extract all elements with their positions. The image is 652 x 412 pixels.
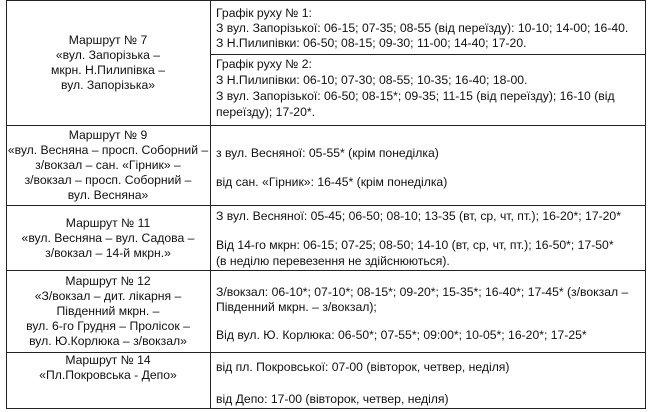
route-14-title: Маршрут № 14 <box>65 353 151 367</box>
route-11-note: (в неділю перевезення не здійснюються). <box>216 254 450 268</box>
route-11-line: З вул. Весняної: 05-45; 06-50; 08-10; 13-35 (вт, ср, чт, пт.); 16-20*; 17-20* <box>216 209 621 223</box>
route-7-schedule-2-line: переїзду); 17-20*. <box>216 105 315 119</box>
route-12-line: Від вул. Ю. Корлюка: 06-50*; 07-55*; 09:00*; 10-05*; 16-20*; 17-25* <box>216 328 587 342</box>
schedule-divider <box>210 54 646 55</box>
route-7-title: Маршрут № 7 <box>68 33 148 47</box>
route-14-line: від Депо: 17-00 (вівторок, четвер, неділя) <box>216 392 449 406</box>
route-12-line: Південний мкрн. – з/вокзал); <box>216 300 377 314</box>
route-7-schedule-2-heading: Графік руху № 2: <box>216 57 312 71</box>
route-12-path-line: вул. Ю.Корлюка – з/вокзал» <box>29 334 187 348</box>
route-12-title: Маршрут № 12 <box>65 274 151 288</box>
route-11-cell <box>6 206 210 270</box>
table-border-bottom <box>6 408 646 409</box>
route-14-line: від пл. Покровської: 07-00 (вівторок, четвер, неділя) <box>216 360 510 374</box>
route-14-path-line: «Пл.Покровська - Депо» <box>39 368 177 382</box>
route-7-schedule-2-line: З Н.Пилипівки: 06-10; 07-30; 08-55; 10-35; 16-40; 18-00. <box>216 73 528 87</box>
route-9-path-line: «вул. Весняна – просп. Соборний – <box>7 143 209 157</box>
route-7-schedule-1-line: З Н.Пилипівки: 06-50; 08-15; 09-30; 11-00; 14-40; 17-20. <box>216 36 527 50</box>
route-9-title: Маршрут № 9 <box>68 128 148 142</box>
route-7-path-line: вул. Запорізька» <box>60 78 155 92</box>
route-12-path-line: Південний мкрн. – <box>56 304 160 318</box>
route-11-title: Маршрут № 11 <box>65 215 151 230</box>
route-11-path-line: з/вокзал – 14-й мкрн.» <box>45 245 171 260</box>
route-7-path-line: «вул. Запорізька – <box>55 48 161 62</box>
route-12-path-line: «З/вокзал – дит. лікарня – <box>34 289 182 303</box>
route-7-schedule-2-line: З вул. Запорізької: 06-50; 08-15*; 09-35; 11-15 (від переїзду); 16-10 (від <box>216 89 615 103</box>
route-7-schedule-1-heading: Графік руху № 1: <box>216 6 312 20</box>
route-9-path-line: з/вокзал – просп. Соборний – <box>24 173 192 187</box>
route-7-schedule-1-line: З вул. Запорізької: 06-15; 07-35; 08-55 (від переїзду): 10-10; 14-00; 16-40. <box>216 21 629 35</box>
schedule-table <box>6 0 646 409</box>
route-9-path-line: вул. Весняна» <box>67 188 149 202</box>
route-9-path-line: з/вокзал – сан. «Гірник» – <box>35 158 181 172</box>
route-12-path-line: вул. 6-го Грудня – Пролісок – <box>26 319 190 333</box>
route-11-path-line: «вул. Весняна – вул. Садова – <box>21 230 195 245</box>
route-12-line: З/вокзал: 06-10*; 07-10*; 08-15*; 09-20*; 15-35*; 16-40*; 17-45* (з/вокзал – <box>216 285 629 299</box>
route-12-cell <box>6 271 210 352</box>
route-9-line: від сан. «Гірник»: 16-45* (крім понеділка) <box>216 175 448 189</box>
route-7-cell <box>6 1 210 125</box>
route-7-path-line: мкрн. Н.Пилипівка – <box>51 63 165 77</box>
route-14-cell <box>6 353 210 381</box>
route-9-line: з вул. Весняної: 05-55* (крім понеділка) <box>216 146 439 160</box>
route-11-line: Від 14-го мкрн: 06-15; 07-25; 08-50; 14-10 (вт, ср, чт, пт.); 16-50*; 17-50* <box>216 238 614 252</box>
route-9-cell <box>6 126 210 205</box>
